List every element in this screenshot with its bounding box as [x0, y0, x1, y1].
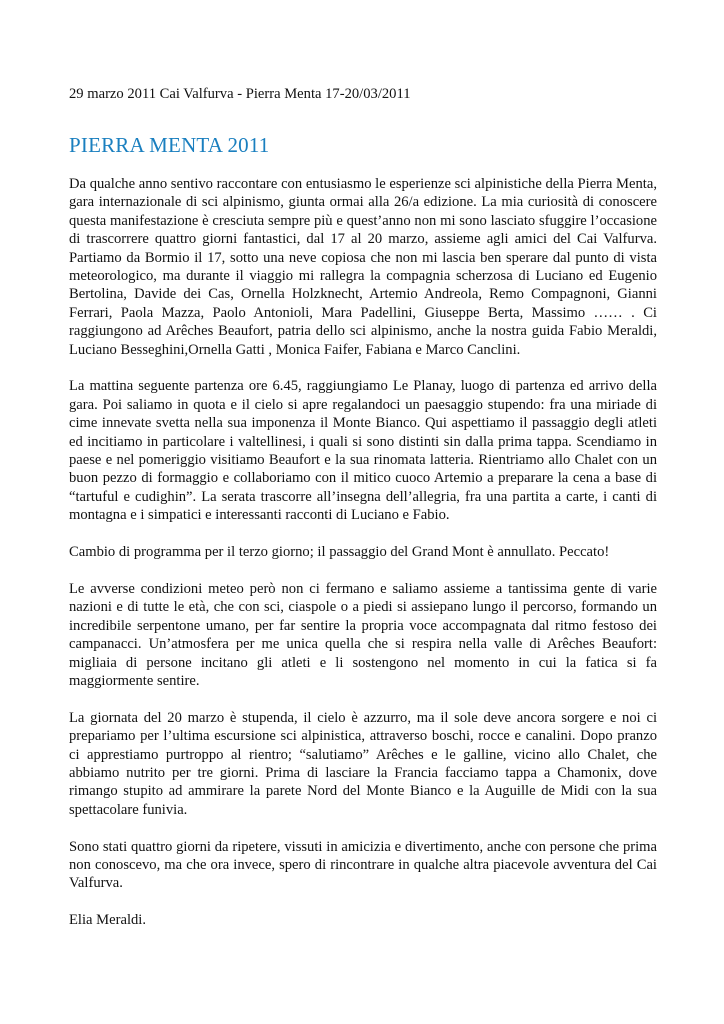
signature: Elia Meraldi. — [69, 912, 146, 929]
paragraph-intro: Da qualche anno sentivo raccontare con entusiasmo le esperienze sci alpinistiche della Pierra Menta, gara internazionale di sci alpinismo, giunta ormai alla 26/a edizione. La mia curiosità di conoscere questa manifestazione è cresciuta sempre più e quest’anno non mi sono lasciato sfuggire l’occasione di trascorrere quattro giorni fantastici, dal 17 al 20 marzo, assieme agli amici del Cai Valfurva. Partiamo da Bormio il 17, sotto una neve copiosa che non mi lascia ben sperare dal punto di vista meteorologico, ma durante il viaggio mi rallegra la compagnia scherzosa di Luciano ed Eugenio Bertolina, Davide dei Cas, Ornella Holzknecht, Artemio Andreola, Remo Compagnoni, Gianni Ferrari, Paola Mazza, Paolo Antonioli, Mara Padellini, Giuseppe Berta, Massimo …… . Ci raggiungono ad Arêches Beaufort, patria dello sci alpinismo, anche la nostra guida Fabio Meraldi, Luciano Besseghini,Ornella Gatti , Monica Faifer, Fabiana e Marco Canclini. — [69, 176, 657, 358]
paragraph-program-change: Cambio di programma per il terzo giorno; il passaggio del Grand Mont è annullato. Peccato! — [69, 544, 610, 561]
page-title: PIERRA MENTA 2011 — [69, 133, 270, 157]
document-page — [69, 84, 657, 930]
paragraph-second-day: La mattina seguente partenza ore 6.45, raggiungiamo Le Planay, luogo di partenza ed arrivo della gara. Poi saliamo in quota e il cielo si apre regalandoci un paesaggio stupendo: fra una miriade di cime innevate svetta nella sua imponenza il Monte Bianco. Qui aspettiamo il passaggio degli atleti ed incitiamo in particolare i valtellinesi, i quali si sono distinti sin dalla prima tappa. Scendiamo in paese e nel pomeriggio visitiamo Beaufort e la sua rinomata latteria. Rientriamo allo Chalet con un buon pezzo di formaggio e collaboriamo con il mitico cuoco Artemio a preparare la cena a base di “tartuful e cudighin”. La serata trascorre all’insegna dell’allegria, fra una partita a carte, i canti di montagna e i simpatici e interessanti racconti di Luciano e Fabio. — [69, 378, 657, 524]
paragraph-last-day: La giornata del 20 marzo è stupenda, il cielo è azzurro, ma il sole deve ancora sorgere e noi ci prepariamo per l’ultima escursione sci alpinistica, attraverso boschi, rocce e canalini. Dopo pranzo ci apprestiamo purtroppo al rientro; “salutiamo” Arêches e le galline, vicino allo Chalet, che abbiamo nutrito per tre giorni. Prima di lasciare la Francia facciamo tappa a Chamonix, dove rimango stupito ad ammirare la parete Nord del Monte Bianco e la Auguille de Midi con la sua spettacolare funivia. — [69, 709, 657, 818]
header-line: 29 marzo 2011 Cai Valfurva - Pierra Menta 17-20/03/2011 — [69, 86, 411, 102]
paragraph-closing: Sono stati quattro giorni da ripetere, vissuti in amicizia e divertimento, anche con persone che prima non conoscevo, ma che ora invece, spero di rincontrare in qualche altra piacevole avventura del Cai Valfurva. — [69, 838, 657, 892]
paragraph-third-day: Le avverse condizioni meteo però non ci fermano e saliamo assieme a tantissima gente di varie nazioni e di tutte le età, che con sci, ciaspole o a piedi si assiepano lungo il percorso, formando un incredibile serpentone umano, per far sentire la propria voce accompagnata dal ritmo festoso dei campanacci. Un’atmosfera per me unica quella che si respira nella valle di Arêches Beaufort: migliaia di persone incitano gli atleti e li sostengono nel momento in cui la fatica si fa maggiormente sentire. — [69, 580, 657, 689]
